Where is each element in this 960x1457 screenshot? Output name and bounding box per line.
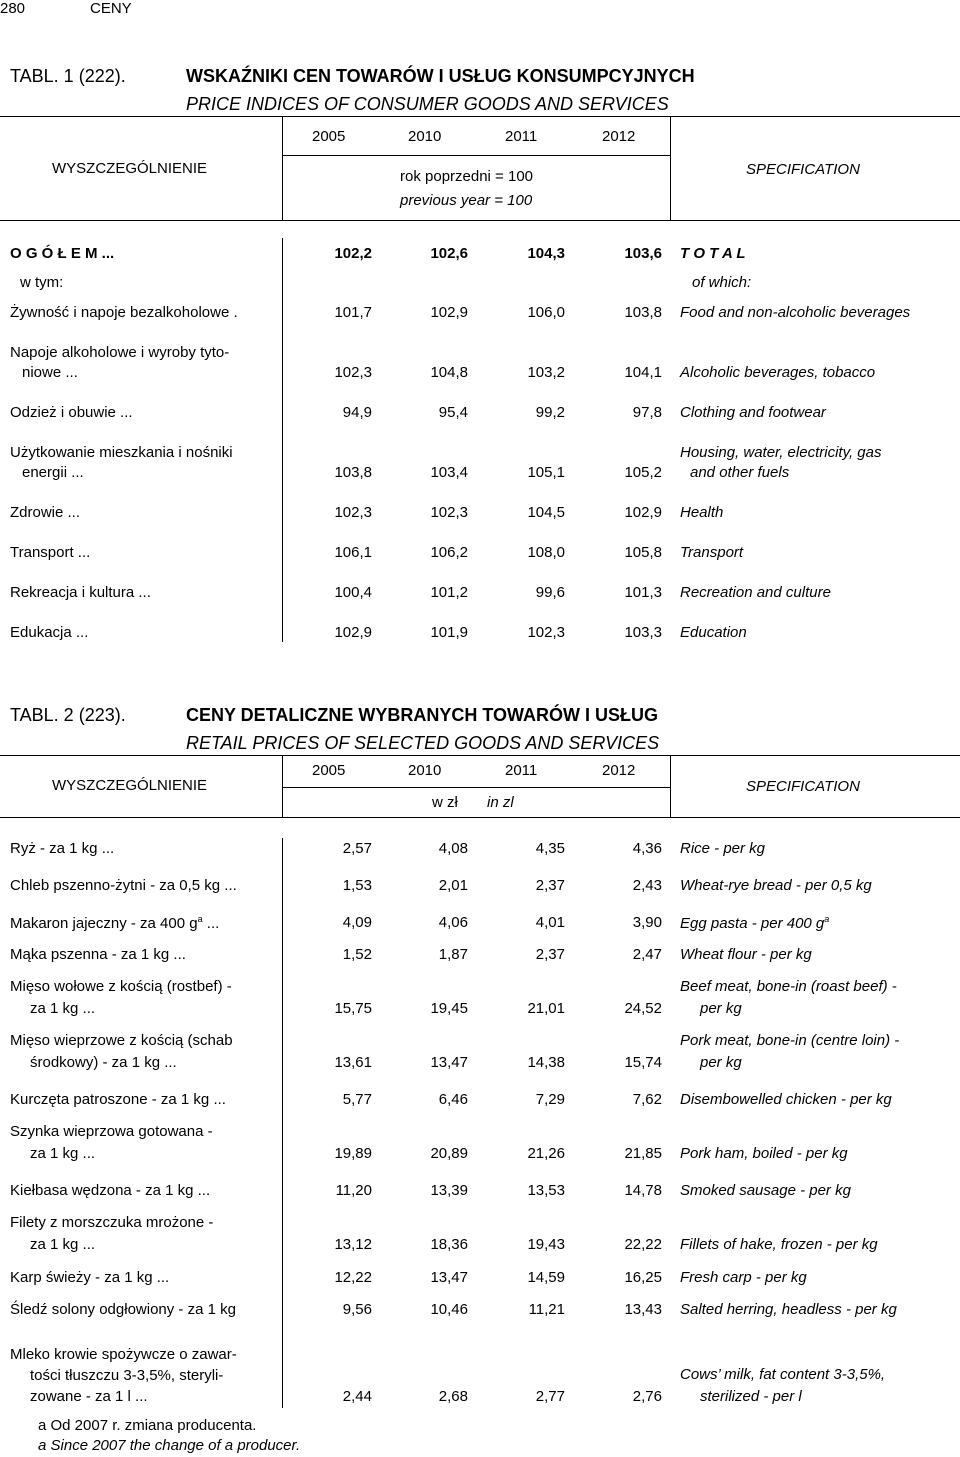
value-2011: 104,5 [527, 504, 565, 521]
row-label-en: Smoked sausage - per kg [680, 1182, 851, 1199]
value-2010: 101,2 [430, 584, 468, 601]
value-2011: 7,29 [535, 1091, 565, 1108]
value-2011: 105,1 [527, 464, 565, 481]
table-2-header-divider-right [670, 755, 671, 817]
value-2005: 100,4 [334, 584, 372, 601]
row-label-pl: Edukacja ... [10, 624, 89, 641]
footnote-pl: a Od 2007 r. zmiana producenta. [38, 1417, 257, 1434]
value-2012: 7,62 [632, 1091, 662, 1108]
value-2005: 12,22 [334, 1269, 372, 1286]
table-1-of-which-pl: w tym: [20, 274, 64, 291]
value-2012: 105,2 [624, 464, 662, 481]
value-2005: 11,20 [335, 1182, 372, 1199]
value-2010: 4,08 [438, 840, 468, 857]
value-2012: 2,47 [632, 946, 662, 963]
table-2-col-specification-en: SPECIFICATION [746, 778, 860, 795]
row-label-en: Pork meat, bone-in (centre loin) - [680, 1032, 900, 1049]
table-1-body-divider [282, 238, 283, 642]
table-1-id: TABL. 1 (222). [10, 66, 126, 86]
table-1-unit-pl: rok poprzedni = 100 [400, 168, 534, 185]
table-2-body-divider [282, 838, 283, 1408]
value-2012: 2,76 [632, 1388, 662, 1405]
value-2012: 15,74 [624, 1054, 662, 1071]
table-1-of-which-en: of which: [692, 274, 752, 291]
value-2011: 2,37 [535, 877, 565, 894]
value-2012: 4,36 [632, 840, 662, 857]
value-2010: 101,9 [430, 624, 468, 641]
value-2005: 19,89 [334, 1145, 372, 1162]
value-2010: 18,36 [430, 1236, 468, 1253]
table-2-year-rule [282, 787, 670, 788]
value-2012: 14,78 [624, 1182, 662, 1199]
value-2005: 5,77 [342, 1091, 372, 1108]
value-2010: 13,39 [430, 1182, 468, 1199]
row-label-pl-cont: środkowy) - za 1 kg ... [30, 1054, 177, 1071]
row-label-pl: Rekreacja i kultura ... [10, 584, 151, 601]
value-2011: 99,2 [535, 404, 565, 421]
row-label-pl: Transport ... [10, 544, 91, 561]
value-2012: 24,52 [624, 1000, 662, 1017]
row-label-en-text: Egg pasta - per 400 g [680, 915, 825, 932]
row-label-pl-cont: tości tłuszczu 3-3,5%, steryli- [30, 1367, 224, 1384]
row-label-pl: Użytkowanie mieszkania i nośniki [10, 444, 233, 461]
value-2012: 22,22 [624, 1236, 662, 1253]
value-2010: 6,46 [438, 1091, 468, 1108]
value-2005: 101,7 [334, 304, 372, 321]
row-label-pl: Szynka wieprzowa gotowana - [10, 1123, 213, 1140]
value-2005: 4,09 [342, 914, 372, 931]
value-2010: 13,47 [430, 1054, 468, 1071]
row-label-pl-cont: energii ... [22, 464, 84, 481]
table-2-year-2005: 2005 [312, 762, 346, 779]
row-label-en: Rice - per kg [680, 840, 766, 857]
table-1-col-specification-en: SPECIFICATION [746, 161, 860, 178]
row-label-pl-cont: niowe ... [22, 364, 78, 381]
table-2-header-divider-left [282, 755, 283, 817]
table-1-title-pl: WSKAŹNIKI CEN TOWARÓW I USŁUG KONSUMPCYJNYCH [186, 66, 695, 86]
value-2010: 19,45 [430, 1000, 468, 1017]
row-label-pl: Śledź solony odgłowiony - za 1 kg [10, 1301, 236, 1318]
table-1-year-rule [282, 155, 670, 156]
row-label-pl-text: Makaron jajeczny - za 400 g [10, 915, 198, 932]
row-label-pl: Mąka pszenna - za 1 kg ... [10, 946, 186, 963]
value-2010: 102,9 [430, 304, 468, 321]
value-2011: 14,38 [527, 1054, 565, 1071]
table-2-col-specification-pl: WYSZCZEGÓLNIENIE [52, 777, 208, 794]
row-label-en: Fillets of hake, frozen - per kg [680, 1236, 878, 1253]
row-label-pl-cont: za 1 kg ... [30, 1000, 96, 1017]
value-2011: 4,35 [535, 840, 565, 857]
table-2-year-2012: 2012 [602, 762, 636, 779]
value-2011: 21,01 [527, 1000, 565, 1017]
value-2005: 1,53 [342, 877, 372, 894]
value-2012: 21,85 [624, 1145, 662, 1162]
value-2010: 95,4 [438, 404, 468, 421]
row-label-pl: Filety z morszczuka mrożone - [10, 1214, 214, 1231]
row-label-en: Wheat flour - per kg [680, 946, 812, 963]
value-2012: 3,90 [632, 914, 662, 931]
value-2005: 2,44 [342, 1388, 372, 1405]
value-2012: 97,8 [632, 404, 662, 421]
value-2010: 2,68 [438, 1388, 468, 1405]
row-label-pl: Napoje alkoholowe i wyroby tyto- [10, 344, 230, 361]
value-2012: 102,9 [624, 504, 662, 521]
table-1-total-label-en: T O T A L [680, 245, 746, 262]
row-label-pl: Ryż - za 1 kg ... [10, 840, 115, 857]
row-label-pl: Odzież i obuwie ... [10, 404, 133, 421]
row-label-en: Pork ham, boiled - per kg [680, 1145, 848, 1162]
value-2012: 16,25 [624, 1269, 662, 1286]
row-label-en: Wheat-rye bread - per 0,5 kg [680, 877, 872, 894]
value-2012: 101,3 [624, 584, 662, 601]
table-2-header-bottom-rule [0, 817, 960, 818]
value-2010: 104,8 [430, 364, 468, 381]
table-1-total-2005: 102,2 [334, 245, 372, 262]
value-2012: 13,43 [624, 1301, 662, 1318]
table-2-unit-en: in zl [487, 794, 514, 811]
row-label-en-cont: and other fuels [690, 464, 790, 481]
footnote-en: a Since 2007 the change of a producer. [38, 1437, 301, 1454]
value-2010: 13,47 [430, 1269, 468, 1286]
value-2011: 106,0 [527, 304, 565, 321]
table-1-title-en: PRICE INDICES OF CONSUMER GOODS AND SERVICES [186, 94, 669, 114]
row-label-en: Health [680, 504, 724, 521]
value-2005: 15,75 [334, 1000, 372, 1017]
value-2010: 2,01 [438, 877, 468, 894]
value-2011: 103,2 [527, 364, 565, 381]
table-1-total-label-pl: O G Ó Ł E M ... [10, 245, 115, 262]
value-2005: 102,3 [334, 504, 372, 521]
row-label-en: Fresh carp - per kg [680, 1269, 807, 1286]
table-2-year-2011: 2011 [505, 762, 538, 779]
row-label-pl: Kiełbasa wędzona - za 1 kg ... [10, 1182, 211, 1199]
table-2-top-rule [0, 755, 960, 756]
value-2012: 105,8 [624, 544, 662, 561]
row-label-en-cont: per kg [700, 1000, 742, 1017]
value-2005: 13,12 [334, 1236, 372, 1253]
table-1-year-2010: 2010 [408, 128, 442, 145]
value-2012: 103,8 [624, 304, 662, 321]
table-1-top-rule [0, 116, 960, 117]
value-2005: 13,61 [334, 1054, 372, 1071]
value-2011: 19,43 [527, 1236, 565, 1253]
value-2010: 102,3 [430, 504, 468, 521]
value-2011: 13,53 [527, 1182, 565, 1199]
table-2-title-pl: CENY DETALICZNE WYBRANYCH TOWARÓW I USŁUG [186, 705, 658, 725]
value-2011: 21,26 [527, 1145, 565, 1162]
row-label-pl: Mięso wieprzowe z kością (schab [10, 1032, 233, 1049]
value-2011: 108,0 [527, 544, 565, 561]
value-2005: 2,57 [342, 840, 372, 857]
value-2011: 14,59 [527, 1269, 565, 1286]
row-label-pl-cont-2: zowane - za 1 l ... [30, 1388, 148, 1405]
value-2005: 1,52 [342, 946, 372, 963]
value-2005: 106,1 [334, 544, 372, 561]
row-label-en: Clothing and footwear [680, 404, 826, 421]
row-label-en: Salted herring, headless - per kg [680, 1301, 897, 1318]
value-2011: 2,77 [535, 1388, 565, 1405]
table-2-unit-pl: w zł [432, 794, 458, 811]
row-label-pl: Karp świeży - za 1 kg ... [10, 1269, 170, 1286]
footnote-marker: a [824, 914, 830, 924]
row-label-en [680, 914, 829, 932]
footnote-marker: a [197, 914, 203, 924]
row-label-en: Disembowelled chicken - per kg [680, 1091, 892, 1108]
row-label-en: Food and non-alcoholic beverages [680, 304, 911, 321]
value-2010: 4,06 [438, 914, 468, 931]
row-label-en: Housing, water, electricity, gas [680, 444, 882, 461]
table-2-year-2010: 2010 [408, 762, 442, 779]
row-label-en: Recreation and culture [680, 584, 831, 601]
value-2011: 11,21 [528, 1301, 565, 1318]
table-1-col-specification-pl: WYSZCZEGÓLNIENIE [52, 160, 208, 177]
value-2005: 102,9 [334, 624, 372, 641]
value-2012: 2,43 [632, 877, 662, 894]
value-2005: 103,8 [334, 464, 372, 481]
value-2010: 1,87 [438, 946, 468, 963]
row-label-pl: Mięso wołowe z kością (rostbef) - [10, 978, 232, 995]
row-label-pl: Żywność i napoje bezalkoholowe . [10, 304, 238, 321]
value-2005: 102,3 [334, 364, 372, 381]
table-2-title-en: RETAIL PRICES OF SELECTED GOODS AND SERVICES [186, 733, 660, 753]
value-2010: 106,2 [430, 544, 468, 561]
value-2012: 103,3 [624, 624, 662, 641]
table-1-year-2012: 2012 [602, 128, 636, 145]
value-2005: 9,56 [342, 1301, 372, 1318]
row-label-en-cont: sterilized - per l [700, 1388, 802, 1405]
row-label-en: Education [680, 624, 747, 641]
row-label-en-cont: per kg [700, 1054, 742, 1071]
row-label-pl: Zdrowie ... [10, 504, 81, 521]
value-2005: 94,9 [342, 404, 372, 421]
page-number: 280 [0, 0, 26, 17]
table-1-total-2010: 102,6 [430, 245, 468, 262]
value-2011: 99,6 [535, 584, 565, 601]
table-1-header-bottom-rule [0, 220, 960, 221]
row-label-pl: Chleb pszenno-żytni - za 0,5 kg ... [10, 877, 237, 894]
row-label-en: Beef meat, bone-in (roast beef) - [680, 978, 897, 995]
row-label-en: Cows’ milk, fat content 3-3,5%, [680, 1366, 886, 1383]
row-label-pl-cont: za 1 kg ... [30, 1145, 96, 1162]
row-label-en: Alcoholic beverages, tobacco [680, 364, 876, 381]
row-label-pl: Mleko krowie spożywcze o zawar- [10, 1346, 237, 1363]
value-2011: 4,01 [535, 914, 565, 931]
table-1-header-divider-left [282, 116, 283, 220]
value-2010: 103,4 [430, 464, 468, 481]
value-2011: 102,3 [527, 624, 565, 641]
row-label-pl: Kurczęta patroszone - za 1 kg ... [10, 1091, 226, 1108]
row-label-pl [10, 914, 219, 932]
row-label-en: Transport [680, 544, 744, 561]
row-label-dots: ... [202, 915, 220, 932]
table-1-year-2005: 2005 [312, 128, 346, 145]
value-2011: 2,37 [535, 946, 565, 963]
value-2012: 104,1 [624, 364, 662, 381]
table-1-header-divider-right [670, 116, 671, 220]
value-2010: 20,89 [430, 1145, 468, 1162]
page-section: CENY [90, 0, 132, 17]
value-2010: 10,46 [430, 1301, 468, 1318]
table-1-unit-en: previous year = 100 [400, 192, 533, 209]
table-1-year-2011: 2011 [505, 128, 538, 145]
table-2-id: TABL. 2 (223). [10, 705, 126, 725]
table-1-total-2011: 104,3 [527, 245, 565, 262]
table-1-total-2012: 103,6 [624, 245, 662, 262]
row-label-pl-cont: za 1 kg ... [30, 1236, 96, 1253]
